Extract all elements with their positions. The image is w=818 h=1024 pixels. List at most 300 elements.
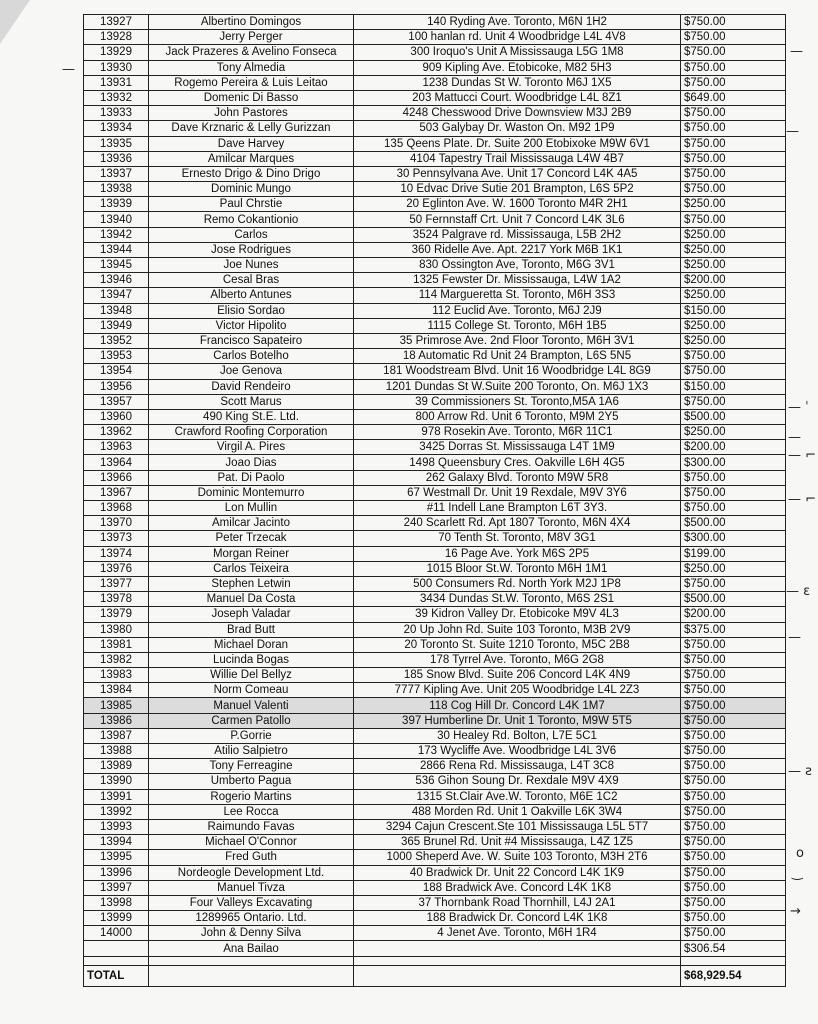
address-cell: 500 Consumers Rd. North York M2J 1P8: [354, 576, 681, 591]
receipt-number-cell: 13932: [84, 90, 149, 105]
donor-name-cell: Norm Comeau: [149, 683, 354, 698]
handwritten-tick-mark: ‿: [792, 866, 803, 881]
address-cell: 118 Cog Hill Dr. Concord L4K 1M7: [354, 698, 681, 713]
receipt-number-cell: 13929: [84, 45, 149, 60]
table-row: [84, 166, 786, 181]
address-cell: 20 Up John Rd. Suite 103 Toronto, M3B 2V9: [354, 622, 681, 637]
receipt-number-cell: 13980: [84, 622, 149, 637]
donor-name-cell: Morgan Reiner: [149, 546, 354, 561]
table-row: [84, 303, 786, 318]
table-row: [84, 698, 786, 713]
amount-cell: $750.00: [681, 926, 786, 941]
handwritten-tick-mark: —: [62, 62, 75, 77]
amount-cell: $250.00: [681, 561, 786, 576]
address-cell: 67 Westmall Dr. Unit 19 Rexdale, M9V 3Y6: [354, 485, 681, 500]
table-row: [84, 349, 786, 364]
donor-name-cell: Joao Dias: [149, 455, 354, 470]
amount-cell: $750.00: [681, 728, 786, 743]
table-row: [84, 546, 786, 561]
receipt-number-cell: 13966: [84, 470, 149, 485]
table-row: [84, 576, 786, 591]
amount-cell: $250.00: [681, 197, 786, 212]
receipt-number-cell: 13946: [84, 273, 149, 288]
receipt-number-cell: 13931: [84, 75, 149, 90]
table-row: [84, 75, 786, 90]
table-row: [84, 394, 786, 409]
donor-name-cell: Nordeogle Development Ltd.: [149, 865, 354, 880]
address-cell: 188 Bradwick Ave. Concord L4K 1K8: [354, 880, 681, 895]
amount-cell: $750.00: [681, 911, 786, 926]
amount-cell: $750.00: [681, 759, 786, 774]
donor-name-cell: Manuel Valenti: [149, 698, 354, 713]
address-cell: 178 Tyrrel Ave. Toronto, M6G 2G8: [354, 652, 681, 667]
handwritten-tick-mark: — ˈ: [788, 400, 809, 415]
donor-name-cell: John Pastores: [149, 106, 354, 121]
donor-name-cell: Victor Hipolito: [149, 318, 354, 333]
table-row: [84, 379, 786, 394]
receipt-number-cell: 13970: [84, 516, 149, 531]
receipt-number-cell: 13977: [84, 576, 149, 591]
amount-cell: $750.00: [681, 637, 786, 652]
table-row: [84, 804, 786, 819]
table-row: [84, 850, 786, 865]
address-cell: 35 Primrose Ave. 2nd Floor Toronto, M6H 3V1: [354, 333, 681, 348]
donor-name-cell: Carlos: [149, 227, 354, 242]
handwritten-tick-mark: — ƨ: [788, 764, 812, 779]
address-cell: 1498 Queensbury Cres. Oakville L6H 4G5: [354, 455, 681, 470]
receipt-number-cell: 13999: [84, 911, 149, 926]
receipt-number-cell: 13979: [84, 607, 149, 622]
donor-name-cell: Manuel Tivza: [149, 880, 354, 895]
donor-name-cell: Crawford Roofing Corporation: [149, 425, 354, 440]
donor-name-cell: Alberto Antunes: [149, 288, 354, 303]
handwritten-tick-mark: —: [788, 630, 801, 645]
amount-cell: $750.00: [681, 136, 786, 151]
receipt-number-cell: 13994: [84, 835, 149, 850]
address-cell: 1201 Dundas St W.Suite 200 Toronto, On. M6J 1X3: [354, 379, 681, 394]
address-cell: 30 Pennsylvana Ave. Unit 17 Concord L4K 4A5: [354, 166, 681, 181]
donor-name-cell: 490 King St.E. Ltd.: [149, 409, 354, 424]
amount-cell: $750.00: [681, 835, 786, 850]
donor-name-cell: Lon Mullin: [149, 501, 354, 516]
receipt-number-cell: 13956: [84, 379, 149, 394]
address-cell: 100 hanlan rd. Unit 4 Woodbridge L4L 4V8: [354, 30, 681, 45]
handwritten-tick-mark: ο: [796, 846, 804, 861]
address-cell: 185 Snow Blvd. Suite 206 Concord L4K 4N9: [354, 668, 681, 683]
amount-cell: $375.00: [681, 622, 786, 637]
total-amount: $68,929.54: [681, 965, 786, 986]
amount-cell: $750.00: [681, 182, 786, 197]
receipt-number-cell: 13974: [84, 546, 149, 561]
amount-cell: $250.00: [681, 333, 786, 348]
table-row: [84, 106, 786, 121]
donor-name-cell: Michael O'Connor: [149, 835, 354, 850]
table-row: [84, 455, 786, 470]
amount-cell: $750.00: [681, 850, 786, 865]
address-cell: 536 Gihon Soung Dr. Rexdale M9V 4X9: [354, 774, 681, 789]
donor-name-cell: Brad Butt: [149, 622, 354, 637]
receipt-number-cell: 13982: [84, 652, 149, 667]
donor-name-cell: Dominic Montemurro: [149, 485, 354, 500]
address-cell: 488 Morden Rd. Unit 1 Oakville L6K 3W4: [354, 804, 681, 819]
address-cell: 360 Ridelle Ave. Apt. 2217 York M6B 1K1: [354, 242, 681, 257]
receipt-number-cell: 13964: [84, 455, 149, 470]
receipt-number-cell: 13984: [84, 683, 149, 698]
receipt-number-cell: 13988: [84, 744, 149, 759]
table-row: [84, 713, 786, 728]
amount-cell: $750.00: [681, 30, 786, 45]
total-empty-cell: [149, 965, 354, 986]
donor-name-cell: Jerry Perger: [149, 30, 354, 45]
address-cell: 7777 Kipling Ave. Unit 205 Woodbridge L4L 2Z3: [354, 683, 681, 698]
table-row: [84, 880, 786, 895]
address-cell: 40 Bradwick Dr. Unit 22 Concord L4K 1K9: [354, 865, 681, 880]
amount-cell: $750.00: [681, 151, 786, 166]
receipt-number-cell: 13985: [84, 698, 149, 713]
folded-corner: [0, 0, 30, 44]
amount-cell: $250.00: [681, 288, 786, 303]
amount-cell: $750.00: [681, 789, 786, 804]
address-cell: 30 Healey Rd. Bolton, L7E 5C1: [354, 728, 681, 743]
amount-cell: $300.00: [681, 455, 786, 470]
amount-cell: $150.00: [681, 379, 786, 394]
table-row: [84, 273, 786, 288]
address-cell: 70 Tenth St. Toronto, M8V 3G1: [354, 531, 681, 546]
address-cell: 39 Commissioners St. Toronto,M5A 1A6: [354, 394, 681, 409]
receipt-number-cell: 13983: [84, 668, 149, 683]
receipt-number-cell: 13928: [84, 30, 149, 45]
donor-name-cell: Dave Krznaric & Lelly Gurizzan: [149, 121, 354, 136]
address-cell: 1115 College St. Toronto, M6H 1B5: [354, 318, 681, 333]
table-row: [84, 333, 786, 348]
donor-name-cell: Elisio Sordao: [149, 303, 354, 318]
amount-cell: $200.00: [681, 273, 786, 288]
address-cell: 240 Scarlett Rd. Apt 1807 Toronto, M6N 4X4: [354, 516, 681, 531]
donor-name-cell: Ana Bailao: [149, 941, 354, 956]
donor-name-cell: Willie Del Bellyz: [149, 668, 354, 683]
table-row: [84, 622, 786, 637]
donor-name-cell: Raimundo Favas: [149, 819, 354, 834]
spacer-row: [84, 956, 786, 965]
table-row: [84, 728, 786, 743]
donor-name-cell: Virgil A. Pires: [149, 440, 354, 455]
receipt-number-cell: 13940: [84, 212, 149, 227]
donor-name-cell: Scott Marus: [149, 394, 354, 409]
amount-cell: $250.00: [681, 258, 786, 273]
amount-cell: $750.00: [681, 349, 786, 364]
address-cell: 18 Automatic Rd Unit 24 Brampton, L6S 5N5: [354, 349, 681, 364]
receipt-number-cell: 13935: [84, 136, 149, 151]
address-cell: 830 Ossington Ave, Toronto, M6G 3V1: [354, 258, 681, 273]
receipt-number-cell: 13989: [84, 759, 149, 774]
receipt-number-cell: 13997: [84, 880, 149, 895]
receipt-number-cell: 13927: [84, 15, 149, 30]
table-row: [84, 470, 786, 485]
address-cell: [354, 941, 681, 956]
donor-name-cell: Joe Nunes: [149, 258, 354, 273]
receipt-number-cell: 13947: [84, 288, 149, 303]
donor-name-cell: Stephen Letwin: [149, 576, 354, 591]
amount-cell: $750.00: [681, 683, 786, 698]
table-row: [84, 425, 786, 440]
table-row: [84, 911, 786, 926]
total-label: TOTAL: [84, 965, 149, 986]
amount-cell: $750.00: [681, 60, 786, 75]
table-row: [84, 288, 786, 303]
receipt-number-cell: 13936: [84, 151, 149, 166]
donor-name-cell: Albertino Domingos: [149, 15, 354, 30]
table-row: [84, 409, 786, 424]
donor-name-cell: Rogerio Martins: [149, 789, 354, 804]
receipt-number-cell: 13963: [84, 440, 149, 455]
table-row: [84, 531, 786, 546]
table-row: [84, 258, 786, 273]
address-cell: 4 Jenet Ave. Toronto, M6H 1R4: [354, 926, 681, 941]
address-cell: 10 Edvac Drive Sutie 201 Brampton, L6S 5P2: [354, 182, 681, 197]
amount-cell: $750.00: [681, 576, 786, 591]
amount-cell: $750.00: [681, 364, 786, 379]
handwritten-tick-mark: — ⌐: [788, 448, 817, 463]
donor-name-cell: Paul Chrstie: [149, 197, 354, 212]
table-row: [84, 121, 786, 136]
table-row: [84, 668, 786, 683]
receipt-number-cell: 13998: [84, 895, 149, 910]
table-row: [84, 227, 786, 242]
address-cell: 978 Rosekin Ave. Toronto, M6R 11C1: [354, 425, 681, 440]
amount-cell: $750.00: [681, 895, 786, 910]
receipt-number-cell: 13996: [84, 865, 149, 880]
table-row: [84, 45, 786, 60]
amount-cell: $750.00: [681, 470, 786, 485]
table-row: [84, 789, 786, 804]
table-row: [84, 652, 786, 667]
donation-ledger-table: [83, 14, 786, 987]
amount-cell: $649.00: [681, 90, 786, 105]
amount-cell: $750.00: [681, 698, 786, 713]
amount-cell: $200.00: [681, 607, 786, 622]
receipt-number-cell: 13939: [84, 197, 149, 212]
amount-cell: $750.00: [681, 668, 786, 683]
receipt-number-cell: 13976: [84, 561, 149, 576]
address-cell: 181 Woodstream Blvd. Unit 16 Woodbridge L4L 8G9: [354, 364, 681, 379]
receipt-number-cell: 13962: [84, 425, 149, 440]
address-cell: 173 Wycliffe Ave. Woodbridge L4L 3V6: [354, 744, 681, 759]
table-row: [84, 835, 786, 850]
donor-name-cell: Dominic Mungo: [149, 182, 354, 197]
address-cell: 20 Toronto St. Suite 1210 Toronto, M5C 2B8: [354, 637, 681, 652]
handwritten-tick-mark: — ε: [786, 584, 811, 599]
handwritten-tick-mark: —: [790, 44, 803, 59]
amount-cell: $500.00: [681, 516, 786, 531]
amount-cell: $750.00: [681, 865, 786, 880]
address-cell: 503 Galybay Dr. Waston On. M92 1P9: [354, 121, 681, 136]
amount-cell: $750.00: [681, 713, 786, 728]
receipt-number-cell: 13957: [84, 394, 149, 409]
receipt-number-cell: 13986: [84, 713, 149, 728]
table-row: [84, 60, 786, 75]
amount-cell: $250.00: [681, 227, 786, 242]
amount-cell: $750.00: [681, 212, 786, 227]
receipt-number-cell: 13991: [84, 789, 149, 804]
address-cell: 3425 Dorras St. Mississauga L4T 1M9: [354, 440, 681, 455]
amount-cell: $750.00: [681, 45, 786, 60]
amount-cell: $306.54: [681, 941, 786, 956]
amount-cell: $750.00: [681, 15, 786, 30]
address-cell: 300 Iroquo's Unit A Mississauga L5G 1M8: [354, 45, 681, 60]
amount-cell: $750.00: [681, 804, 786, 819]
address-cell: 262 Galaxy Blvd. Toronto M9W 5R8: [354, 470, 681, 485]
table-row: [84, 212, 786, 227]
receipt-number-cell: 13953: [84, 349, 149, 364]
donor-name-cell: Atilio Salpietro: [149, 744, 354, 759]
address-cell: 20 Eglinton Ave. W. 1600 Toronto M4R 2H1: [354, 197, 681, 212]
table-row: [84, 30, 786, 45]
table-row: [84, 318, 786, 333]
receipt-number-cell: 13933: [84, 106, 149, 121]
amount-cell: $750.00: [681, 501, 786, 516]
amount-cell: $199.00: [681, 546, 786, 561]
amount-cell: $750.00: [681, 774, 786, 789]
table-row: [84, 592, 786, 607]
donor-name-cell: Carmen Patollo: [149, 713, 354, 728]
address-cell: 4104 Tapestry Trail Mississauga L4W 4B7: [354, 151, 681, 166]
table-row: [84, 242, 786, 257]
receipt-number-cell: 13937: [84, 166, 149, 181]
receipt-number-cell: 13993: [84, 819, 149, 834]
receipt-number-cell: [84, 941, 149, 956]
donor-name-cell: Manuel Da Costa: [149, 592, 354, 607]
amount-cell: $500.00: [681, 409, 786, 424]
table-row: [84, 197, 786, 212]
address-cell: 3524 Palgrave rd. Mississauga, L5B 2H2: [354, 227, 681, 242]
address-cell: 135 Qeens Plate. Dr. Suite 200 Etobixoke M9W 6V1: [354, 136, 681, 151]
ledger-body: [84, 15, 786, 957]
handwritten-tick-mark: — ⌐: [788, 492, 817, 507]
address-cell: 39 Kidron Valley Dr. Etobicoke M9V 4L3: [354, 607, 681, 622]
address-cell: 397 Humberline Dr. Unit 1 Toronto, M9W 5T5: [354, 713, 681, 728]
address-cell: 1315 St.Clair Ave.W. Toronto, M6E 1C2: [354, 789, 681, 804]
receipt-number-cell: 13934: [84, 121, 149, 136]
table-row: [84, 683, 786, 698]
receipt-number-cell: 13967: [84, 485, 149, 500]
address-cell: 203 Mattucci Court. Woodbridge L4L 8Z1: [354, 90, 681, 105]
receipt-number-cell: 13990: [84, 774, 149, 789]
amount-cell: $750.00: [681, 880, 786, 895]
table-row: [84, 607, 786, 622]
donor-name-cell: Joseph Valadar: [149, 607, 354, 622]
receipt-number-cell: 13949: [84, 318, 149, 333]
table-row: [84, 561, 786, 576]
handwritten-tick-mark: —: [788, 430, 801, 445]
table-row: [84, 744, 786, 759]
address-cell: 140 Ryding Ave. Toronto, M6N 1H2: [354, 15, 681, 30]
address-cell: 2866 Rena Rd. Mississauga, L4T 3C8: [354, 759, 681, 774]
receipt-number-cell: 13930: [84, 60, 149, 75]
address-cell: 4248 Chesswood Drive Downsview M3J 2B9: [354, 106, 681, 121]
address-cell: 16 Page Ave. York M6S 2P5: [354, 546, 681, 561]
amount-cell: $250.00: [681, 425, 786, 440]
amount-cell: $750.00: [681, 75, 786, 90]
donor-name-cell: Amilcar Marques: [149, 151, 354, 166]
donor-name-cell: Joe Genova: [149, 364, 354, 379]
address-cell: 909 Kipling Ave. Etobicoke, M82 5H3: [354, 60, 681, 75]
donor-name-cell: Domenic Di Basso: [149, 90, 354, 105]
donor-name-cell: Dave Harvey: [149, 136, 354, 151]
donor-name-cell: Peter Trzecak: [149, 531, 354, 546]
donor-name-cell: Pat. Di Paolo: [149, 470, 354, 485]
receipt-number-cell: 14000: [84, 926, 149, 941]
table-row: [84, 364, 786, 379]
total-row: [84, 965, 786, 986]
amount-cell: $300.00: [681, 531, 786, 546]
table-row: [84, 637, 786, 652]
table-row: [84, 819, 786, 834]
donor-name-cell: Lee Rocca: [149, 804, 354, 819]
table-row: [84, 941, 786, 956]
donor-name-cell: Cesal Bras: [149, 273, 354, 288]
table-row: [84, 895, 786, 910]
address-cell: 1238 Dundas St W. Toronto M6J 1X5: [354, 75, 681, 90]
address-cell: 37 Thornbank Road Thornhill, L4J 2A1: [354, 895, 681, 910]
donor-name-cell: Amilcar Jacinto: [149, 516, 354, 531]
receipt-number-cell: 13948: [84, 303, 149, 318]
amount-cell: $750.00: [681, 121, 786, 136]
receipt-number-cell: 13981: [84, 637, 149, 652]
amount-cell: $750.00: [681, 166, 786, 181]
receipt-number-cell: 13992: [84, 804, 149, 819]
table-row: [84, 90, 786, 105]
total-empty-cell: [354, 965, 681, 986]
address-cell: 188 Bradwick Dr. Concord L4K 1K8: [354, 911, 681, 926]
amount-cell: $150.00: [681, 303, 786, 318]
donor-name-cell: 1289965 Ontario. Ltd.: [149, 911, 354, 926]
address-cell: #11 Indell Lane Brampton L6T 3Y3.: [354, 501, 681, 516]
address-cell: 50 Fernnstaff Crt. Unit 7 Concord L4K 3L6: [354, 212, 681, 227]
donor-name-cell: Francisco Sapateiro: [149, 333, 354, 348]
table-row: [84, 15, 786, 30]
table-row: [84, 182, 786, 197]
address-cell: 3294 Cajun Crescent.Ste 101 Mississauga L5L 5T7: [354, 819, 681, 834]
amount-cell: $750.00: [681, 394, 786, 409]
amount-cell: $750.00: [681, 106, 786, 121]
address-cell: 1000 Sheperd Ave. W. Suite 103 Toronto, M3H 2T6: [354, 850, 681, 865]
table-row: [84, 136, 786, 151]
amount-cell: $750.00: [681, 819, 786, 834]
donor-name-cell: P.Gorrie: [149, 728, 354, 743]
table-row: [84, 774, 786, 789]
address-cell: 1325 Fewster Dr. Mississauga, L4W 1A2: [354, 273, 681, 288]
receipt-number-cell: 13944: [84, 242, 149, 257]
donor-name-cell: Carlos Botelho: [149, 349, 354, 364]
receipt-number-cell: 13968: [84, 501, 149, 516]
donor-name-cell: David Rendeiro: [149, 379, 354, 394]
donor-name-cell: Michael Doran: [149, 637, 354, 652]
receipt-number-cell: 13978: [84, 592, 149, 607]
donor-name-cell: Jack Prazeres & Avelino Fonseca: [149, 45, 354, 60]
address-cell: 1015 Bloor St.W. Toronto M6H 1M1: [354, 561, 681, 576]
table-row: [84, 151, 786, 166]
address-cell: 365 Brunel Rd. Unit #4 Mississauga, L4Z 1Z5: [354, 835, 681, 850]
handwritten-tick-mark: —: [786, 124, 799, 139]
table-row: [84, 926, 786, 941]
receipt-number-cell: 13960: [84, 409, 149, 424]
donor-name-cell: Tony Almedia: [149, 60, 354, 75]
table-row: [84, 516, 786, 531]
table-row: [84, 501, 786, 516]
address-cell: 3434 Dundas St.W. Toronto, M6S 2S1: [354, 592, 681, 607]
donor-name-cell: Four Valleys Excavating: [149, 895, 354, 910]
donor-name-cell: Fred Guth: [149, 850, 354, 865]
